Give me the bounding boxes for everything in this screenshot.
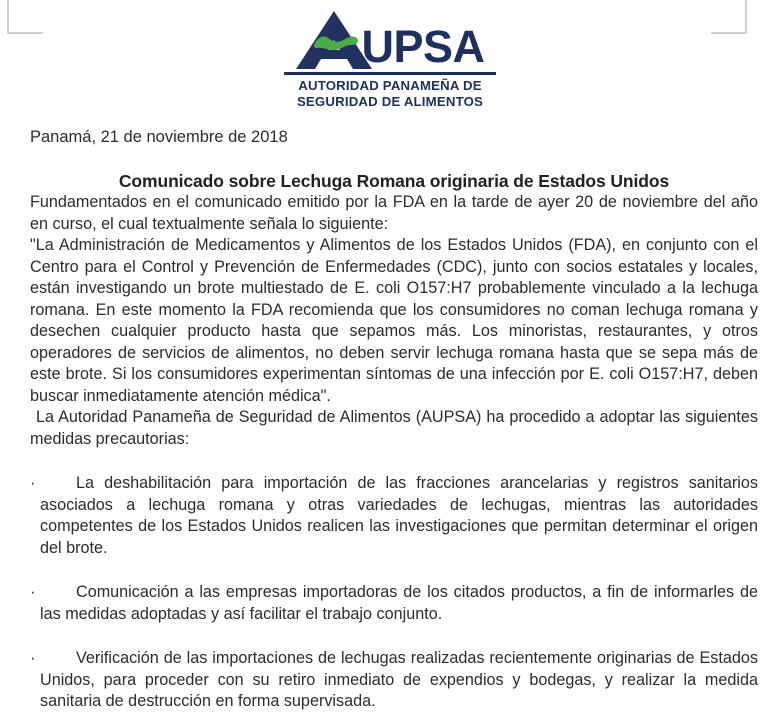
logo-wordmark: UPSA [361,21,485,72]
measures-intro-paragraph [30,407,758,450]
fda-quoted-paragraph: "La Administración de Medicamentos y Alimentos de los Estados Unidos (FDA), en conjunto con el Centro para el Control y Prevención de Enfermedades (CDC), junto con socios estatales y locales, están investigando un brote multiestado de E. coli O157:H7 probablemente vinculado a la lechuga romana. En este momento la FDA recomienda que los consumidores no coman lechuga romana y desechen cualquier producto hasta que sepamos más. Los minoristas, restaurantes, y otros operadores de servicios de alimentos, no deben servir lechuga romana hasta que se sepa más de este brote. Si los consumidores experimentan síntomas de una infección por E. coli O157:H7, deben buscar inmediatamente atención médica". [30,236,758,405]
list-item [30,648,758,713]
logo-mark-row [284,8,496,70]
letterhead [0,0,780,110]
measures-intro-text: La Autoridad Panameña de Seguridad de Alimentos (AUPSA) ha procedido a adoptar las siguientes medidas precautorias: [30,408,758,448]
list-item [30,582,758,625]
bullet-marker-icon: · [30,474,36,492]
organization-name-line-2: SEGURIDAD DE ALIMENTOS [296,94,484,109]
bullet-marker-icon: · [30,583,36,601]
list-item [30,473,758,559]
logo-divider-rule [284,72,496,75]
measure-text [40,582,758,625]
measure-text [40,473,758,559]
measure-text-value: La deshabilitación para importación de las fracciones arancelarias y registros sanitarios asociados a lechuga romana y otras variedades de lechugas, mientras las autoridades competentes de los Estados Unidos realicen las investigaciones que permitan determinar el origen del brote. [40,474,758,557]
measure-text-value: Verificación de las importaciones de lechugas realizadas recientemente originarias de Estados Unidos, para proceder con su retiro inmediato de expendios y bodegas, y realizar la medida sanitaria de destrucción en forma supervisada. [40,649,758,710]
aupsa-logo [284,8,496,110]
bullet-marker-icon: · [30,649,36,667]
measure-text [40,648,758,713]
aupsa-triangle-a-icon [295,10,373,70]
measure-text-value: Comunicación a las empresas importadoras de los citados productos, a fin de informarles de las medidas adoptadas y así facilitar el trabajo conjunto. [40,583,758,623]
intro-paragraph: Fundamentados en el comunicado emitido por la FDA en la tarde de ayer 20 de noviembre del año en curso, el cual textualmente señala lo siguiente: [30,193,758,233]
page-title: Comunicado sobre Lechuga Romana originaria de Estados Unidos [118,171,670,191]
document-body [0,128,780,713]
date-line: Panamá, 21 de noviembre de 2018 [30,128,288,146]
organization-name-line-1: AUTORIDAD PANAMEÑA DE [298,78,482,93]
